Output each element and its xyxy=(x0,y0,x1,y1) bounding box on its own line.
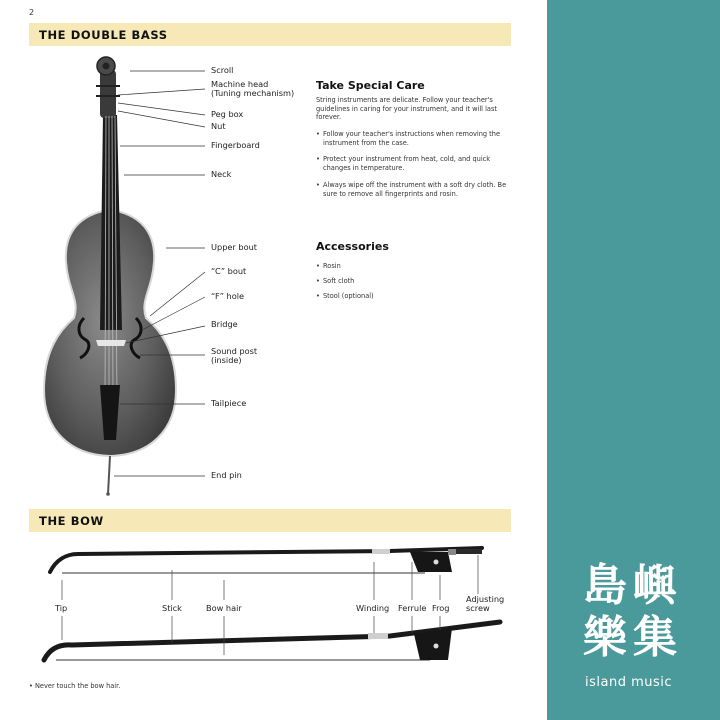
bow-section-title: THE BOW xyxy=(39,514,104,528)
label-fingerboard: Fingerboard xyxy=(211,140,260,150)
care-bullet-text: Follow your teacher's instructions when removing the instrument from the case. xyxy=(323,130,501,147)
label-machine-head: Machine head xyxy=(211,79,269,89)
brand-subtitle: island music xyxy=(585,675,673,690)
accessories-heading: Accessories xyxy=(316,240,389,253)
label-sound-post-sub: (inside) xyxy=(211,355,242,365)
label-bow-hair: Bow hair xyxy=(206,603,242,613)
bullet-dot: • xyxy=(316,262,320,270)
label-scroll: Scroll xyxy=(211,65,234,75)
bullet-dot: • xyxy=(316,181,320,189)
brand-panel xyxy=(547,0,720,720)
care-bullet-text: Protect your instrument from heat, cold, and quick changes in temperature. xyxy=(323,155,491,172)
care-heading: Take Special Care xyxy=(316,79,425,92)
label-upper-bout: Upper bout xyxy=(211,242,257,252)
accessory-text: Soft cloth xyxy=(323,277,355,285)
care-bullet-text: Always wipe off the instrument with a soft dry cloth. Be sure to remove all fingerprints and rosin. xyxy=(323,181,507,198)
bow-note-text: Never touch the bow hair. xyxy=(35,682,121,690)
brand-chars-line1: 島嶼 xyxy=(583,560,683,611)
label-winding: Winding xyxy=(356,603,390,613)
bullet-dot: • xyxy=(316,155,320,163)
label-tip: Tip xyxy=(55,603,68,613)
bass-section-title: THE DOUBLE BASS xyxy=(39,28,168,42)
page-number: 2 xyxy=(29,8,35,17)
label-sound-post: Sound post xyxy=(211,346,258,356)
brand-chars-line2: 樂集 xyxy=(583,612,683,663)
label-tailpiece: Tailpiece xyxy=(211,398,247,408)
label-c-bout: “C” bout xyxy=(211,266,247,276)
label-end-pin: End pin xyxy=(211,470,242,480)
label-ferrule: Ferrule xyxy=(398,603,427,613)
label-frog: Frog xyxy=(432,603,450,613)
label-neck: Neck xyxy=(211,169,232,179)
label-stick: Stick xyxy=(162,603,182,613)
bullet-dot: • xyxy=(316,277,320,285)
label-peg-box: Peg box xyxy=(211,109,244,119)
care-intro: String instruments are delicate. Follow your teacher's guidelines in caring for your instrument, and it will last forever. xyxy=(316,96,497,122)
label-adjusting-screw-sub: screw xyxy=(466,603,490,613)
accessory-text: Rosin xyxy=(323,262,341,270)
label-nut: Nut xyxy=(211,121,226,131)
bullet-dot: • xyxy=(316,292,320,300)
label-f-hole: “F” hole xyxy=(211,291,245,301)
bow-note: • Never touch the bow hair. xyxy=(29,682,121,690)
label-bridge: Bridge xyxy=(211,319,238,329)
bullet-dot: • xyxy=(316,130,320,138)
accessory-text: Stool (optional) xyxy=(323,292,374,300)
label-adjusting-screw: Adjusting xyxy=(466,594,505,604)
label-machine-head-sub: (Tuning mechanism) xyxy=(211,88,295,98)
